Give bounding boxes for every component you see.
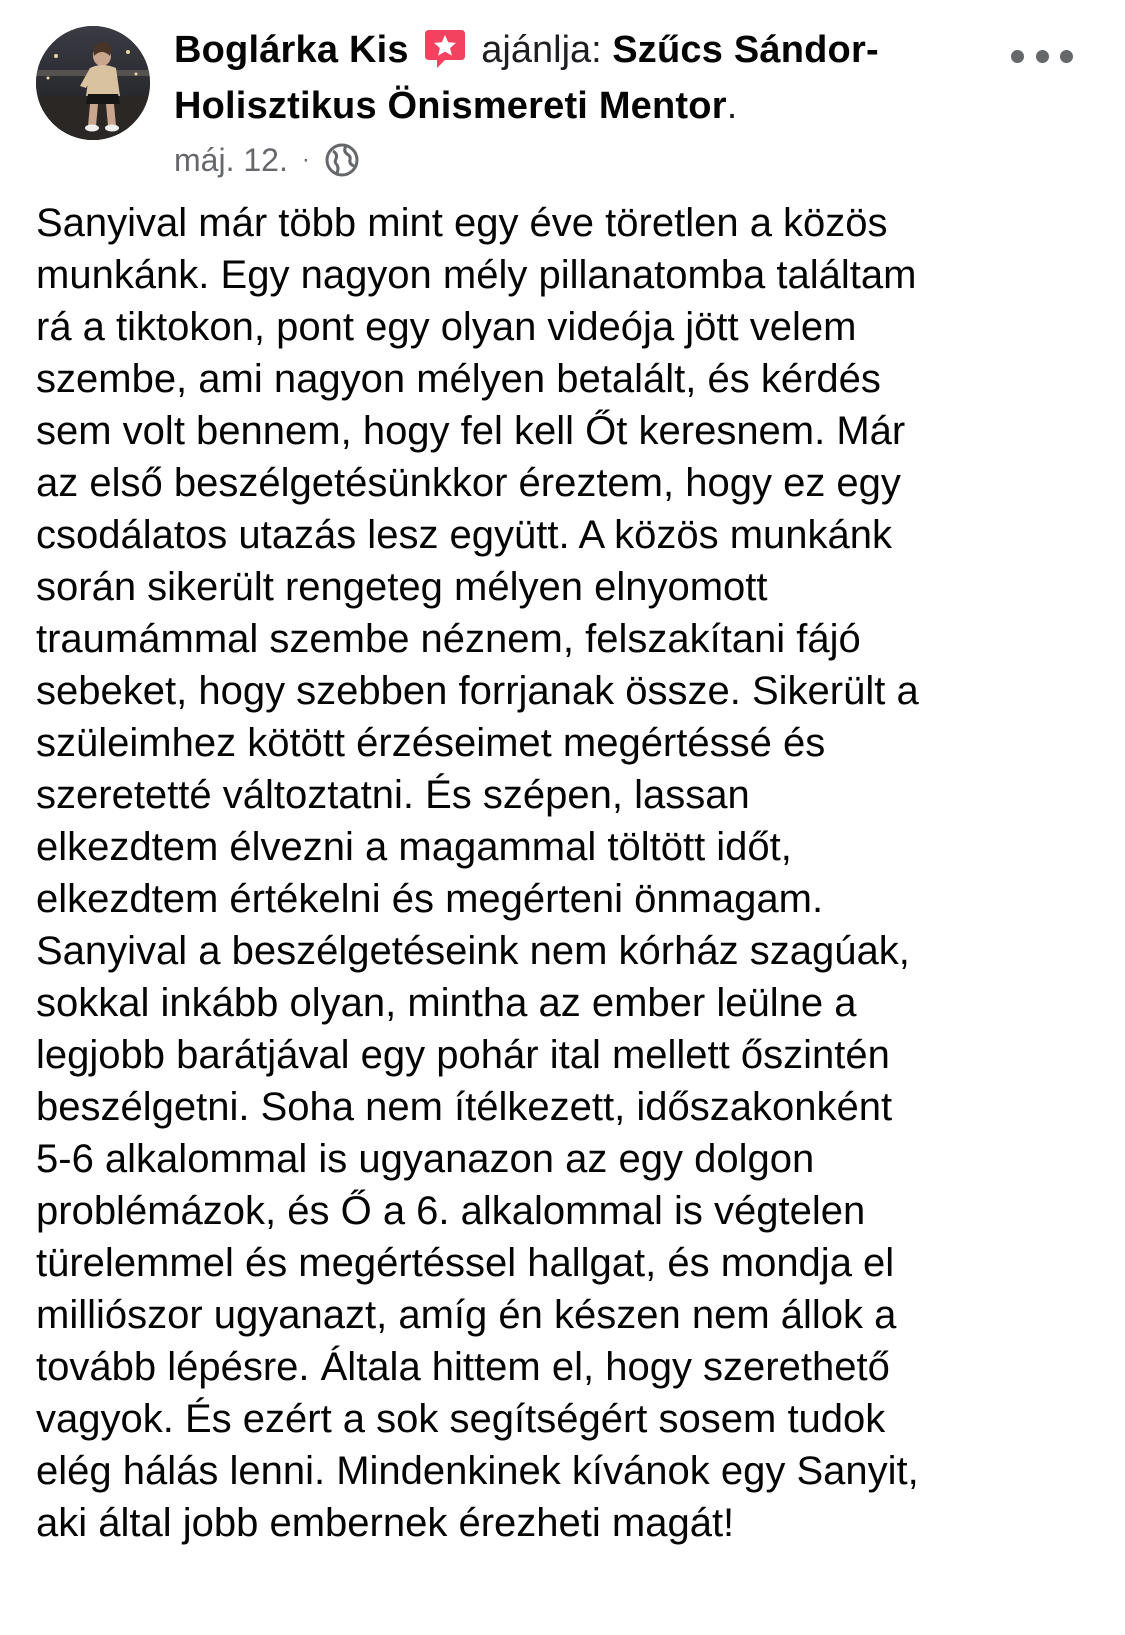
avatar[interactable] bbox=[36, 26, 150, 140]
author-name[interactable]: Boglárka Kis bbox=[174, 29, 409, 71]
post-body-line: Sanyival a beszélgetéseink nem kórház szagúak, bbox=[36, 929, 910, 973]
post-body-line: 5-6 alkalommal is ugyanazon az egy dolgon bbox=[36, 1137, 815, 1181]
more-options-button[interactable] bbox=[1011, 40, 1073, 72]
page-name-part-2: Holisztikus Önismereti Mentor bbox=[174, 85, 727, 127]
post-body-line: csodálatos utazás lesz együtt. A közös munkánk bbox=[36, 513, 893, 557]
post-date[interactable]: máj. 12. bbox=[174, 141, 288, 178]
post-body-line: traumámmal szembe néznem, felszakítani fájó bbox=[36, 617, 861, 661]
post-body bbox=[36, 197, 1096, 1549]
page-name-part-1: Szűcs Sándor- bbox=[612, 29, 879, 71]
post-body-line: szembe, ami nagyon mélyen betalált, és kérdés bbox=[36, 357, 881, 401]
post-body-line: beszélgetni. Soha nem ítélkezett, időszakonként bbox=[36, 1085, 893, 1129]
post-body-line: munkánk. Egy nagyon mély pillanatomba találtam bbox=[36, 253, 917, 297]
post-body-line: szüleimhez kötött érzéseimet megértéssé és bbox=[36, 721, 826, 765]
avatar-photo bbox=[36, 26, 150, 140]
more-icon bbox=[1036, 50, 1049, 63]
post-body-line: sebeket, hogy szebben forrjanak össze. Sikerült a bbox=[36, 669, 919, 713]
star-badge-icon bbox=[423, 26, 467, 70]
post-body-line: vagyok. És ezért a sok segítségért sosem tudok bbox=[36, 1397, 886, 1441]
post-body-line: legjobb barátjával egy pohár ital mellett őszintén bbox=[36, 1033, 890, 1077]
post-body-line: rá a tiktokon, pont egy olyan videója jött velem bbox=[36, 305, 857, 349]
post-body-line: problémázok, és Ő a 6. alkalommal is végtelen bbox=[36, 1189, 866, 1233]
post-body-line: szeretetté változtatni. És szépen, lassan bbox=[36, 773, 750, 817]
post-body-line: sem volt bennem, hogy fel kell Őt keresnem. Már bbox=[36, 409, 906, 453]
post-body-line: tovább lépésre. Általa hittem el, hogy szerethető bbox=[36, 1345, 890, 1389]
more-icon bbox=[1011, 50, 1024, 63]
globe-icon[interactable] bbox=[324, 142, 360, 178]
post-title bbox=[174, 22, 994, 134]
post-body-line: elkezdtem élvezni a magammal töltött időt, bbox=[36, 825, 792, 869]
meta-separator: · bbox=[301, 146, 310, 173]
post-meta bbox=[174, 138, 360, 182]
post-body-line: során sikerült rengeteg mélyen elnyomott bbox=[36, 565, 768, 609]
more-icon bbox=[1060, 50, 1073, 63]
post-body-line: az első beszélgetésünkkor éreztem, hogy ez egy bbox=[36, 461, 901, 505]
recommends-label: ajánlja: bbox=[481, 29, 602, 71]
post-header bbox=[0, 0, 1125, 200]
post-body-line: türelemmel és megértéssel hallgat, és mondja el bbox=[36, 1241, 895, 1285]
post-body-line: elég hálás lenni. Mindenkinek kívánok egy Sanyit, bbox=[36, 1449, 919, 1493]
post-body-line: aki által jobb embernek érezheti magát! bbox=[36, 1501, 735, 1545]
post-body-line: Sanyival már több mint egy éve töretlen a közös bbox=[36, 201, 888, 245]
post-body-line: milliószor ugyanazt, amíg én készen nem állok a bbox=[36, 1293, 897, 1337]
page-name-period: . bbox=[726, 85, 738, 127]
post-body-line: sokkal inkább olyan, mintha az ember leülne a bbox=[36, 981, 857, 1025]
post-body-line: elkezdtem értékelni és megérteni önmagam. bbox=[36, 877, 824, 921]
